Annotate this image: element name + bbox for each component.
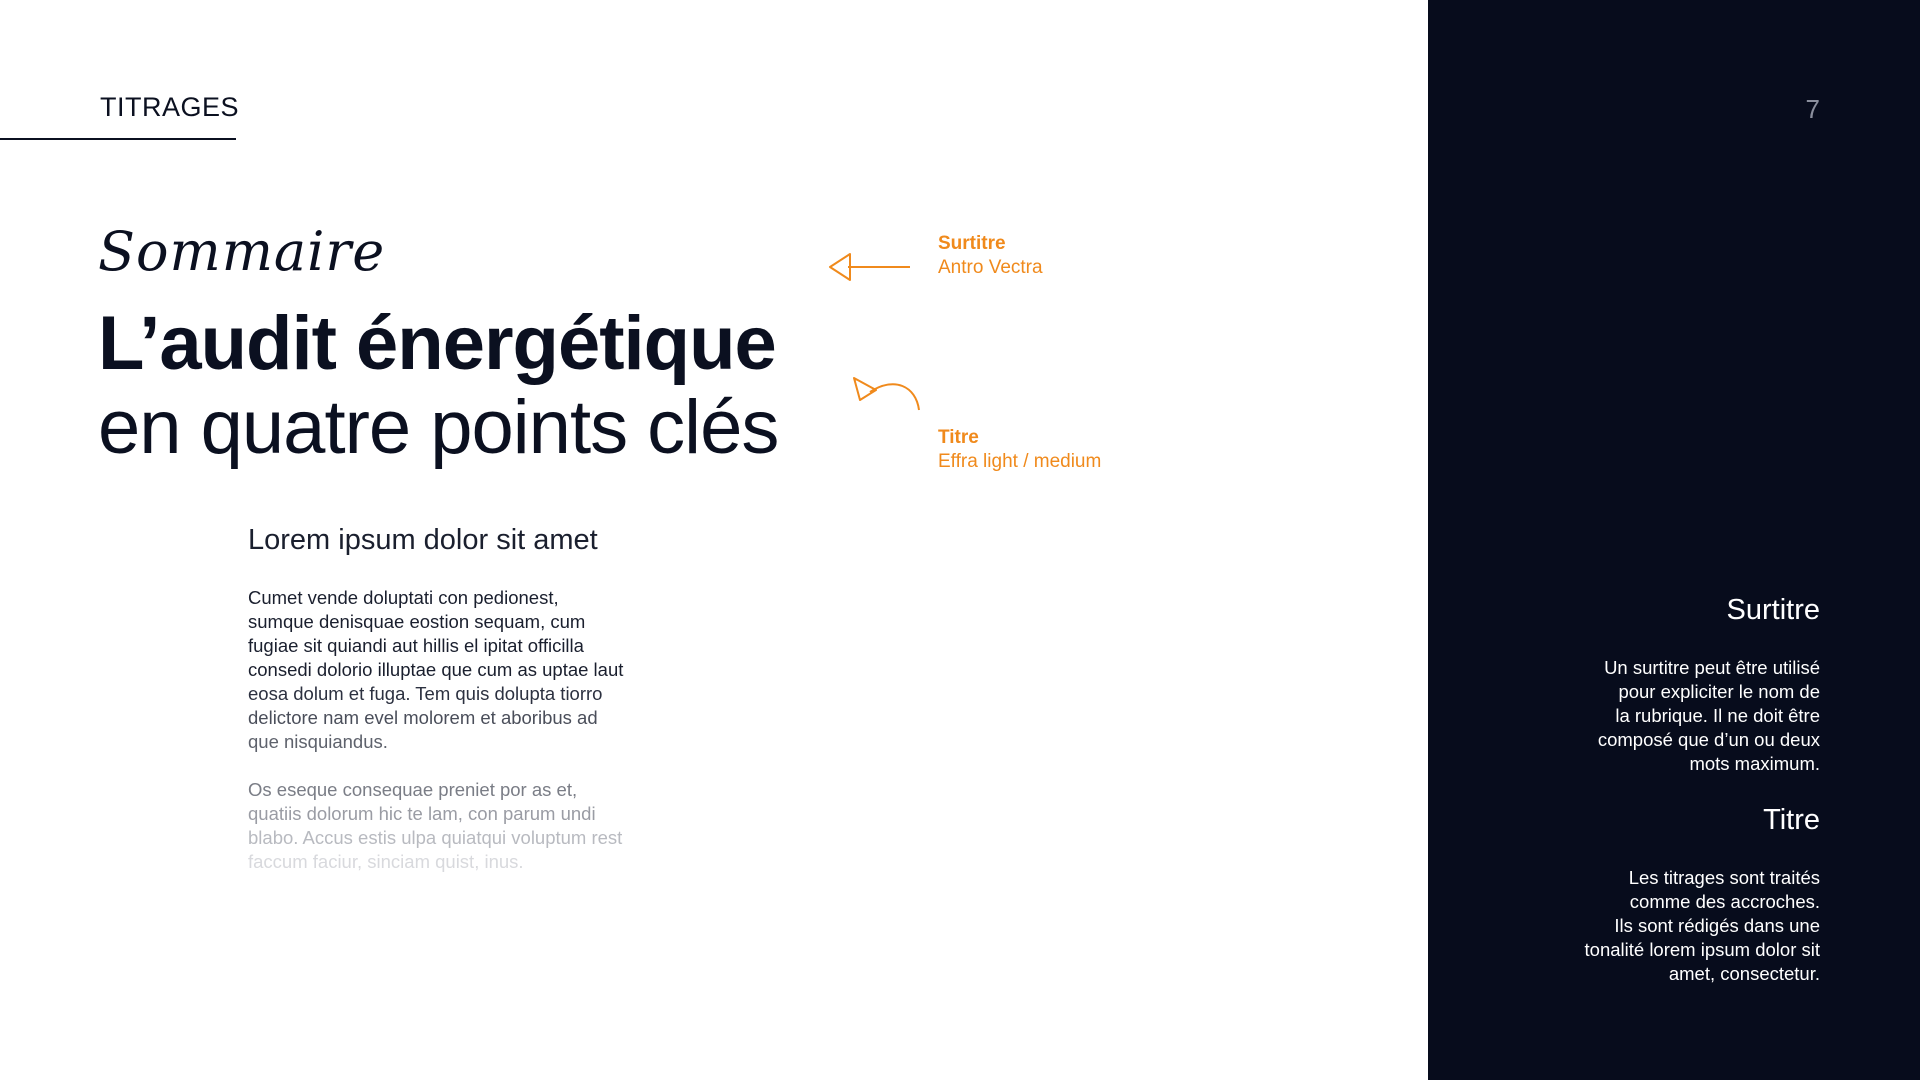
paragraph-line: eosa dolum et fuga. Tem quis dolupta tiorro <box>248 683 603 704</box>
sidebar-line: la rubrique. Il ne doit être <box>1615 705 1820 726</box>
annotation-value: Effra light / medium <box>938 451 1102 472</box>
sidebar-line: tonalité lorem ipsum dolor sit <box>1584 939 1820 960</box>
annotation-title: Titre <box>938 427 979 448</box>
sidebar-line: comme des accroches. <box>1629 891 1820 912</box>
paragraph-line: sumque denisquae eostion sequam, cum <box>248 611 586 632</box>
body-paragraph-2 <box>248 778 648 874</box>
section-divider <box>0 138 236 140</box>
annotation-value: Antro Vectra <box>938 257 1043 278</box>
sidebar-line: Un surtitre peut être utilisé <box>1604 657 1820 678</box>
paragraph-line: delictore nam evel molorem et aboribus ad <box>248 707 598 728</box>
sidebar-line: pour expliciter le nom de <box>1618 681 1820 702</box>
paragraph-line: que nisquiandus. <box>248 731 388 752</box>
sidebar-line: Les titrages sont traités <box>1628 867 1820 888</box>
paragraph-line: quatiis dolorum hic te lam, con parum undi <box>248 803 596 824</box>
annotation-titre <box>938 426 1101 474</box>
page-number: 7 <box>1805 94 1820 124</box>
lead-heading: Lorem ipsum dolor sit amet <box>248 524 598 556</box>
curved-arrow-icon <box>850 370 922 414</box>
paragraph-line: blabo. Accus estis ulpa quiatqui voluptum rest <box>248 827 623 848</box>
sidebar-line: mots maximum. <box>1689 753 1820 774</box>
surtitre-script: Sommaire <box>98 220 386 283</box>
page-title: L’audit énergétique <box>98 301 776 386</box>
paragraph-line: faccum faciur, sinciam quist, inus. <box>248 851 524 872</box>
sidebar-heading-titre: Titre <box>1763 804 1820 836</box>
arrow-left-icon <box>826 250 912 284</box>
page-subtitle: en quatre points clés <box>98 385 779 470</box>
sidebar-line: composé que d’un ou deux <box>1597 729 1820 750</box>
paragraph-line: fugiae sit quiandi aut hillis el ipitat officilla <box>248 635 584 656</box>
body-paragraph-1 <box>248 586 648 754</box>
dark-sidebar <box>1428 0 1920 1080</box>
section-label: TITRAGES <box>100 92 240 122</box>
annotation-surtitre <box>938 232 1043 280</box>
sidebar-line: Ils sont rédigés dans une <box>1614 915 1820 936</box>
sidebar-text-titre <box>1520 866 1820 986</box>
annotation-title: Surtitre <box>938 233 1006 254</box>
sidebar-heading-surtitre: Surtitre <box>1726 594 1820 626</box>
paragraph-line: Os eseque consequae preniet por as et, <box>248 779 578 800</box>
paragraph-line: consedi dolorio illuptae que cum as uptae laut <box>248 659 624 680</box>
sidebar-text-surtitre <box>1520 656 1820 776</box>
sidebar-line: amet, consectetur. <box>1668 963 1820 984</box>
paragraph-line: Cumet vende doluptati con pedionest, <box>248 587 559 608</box>
